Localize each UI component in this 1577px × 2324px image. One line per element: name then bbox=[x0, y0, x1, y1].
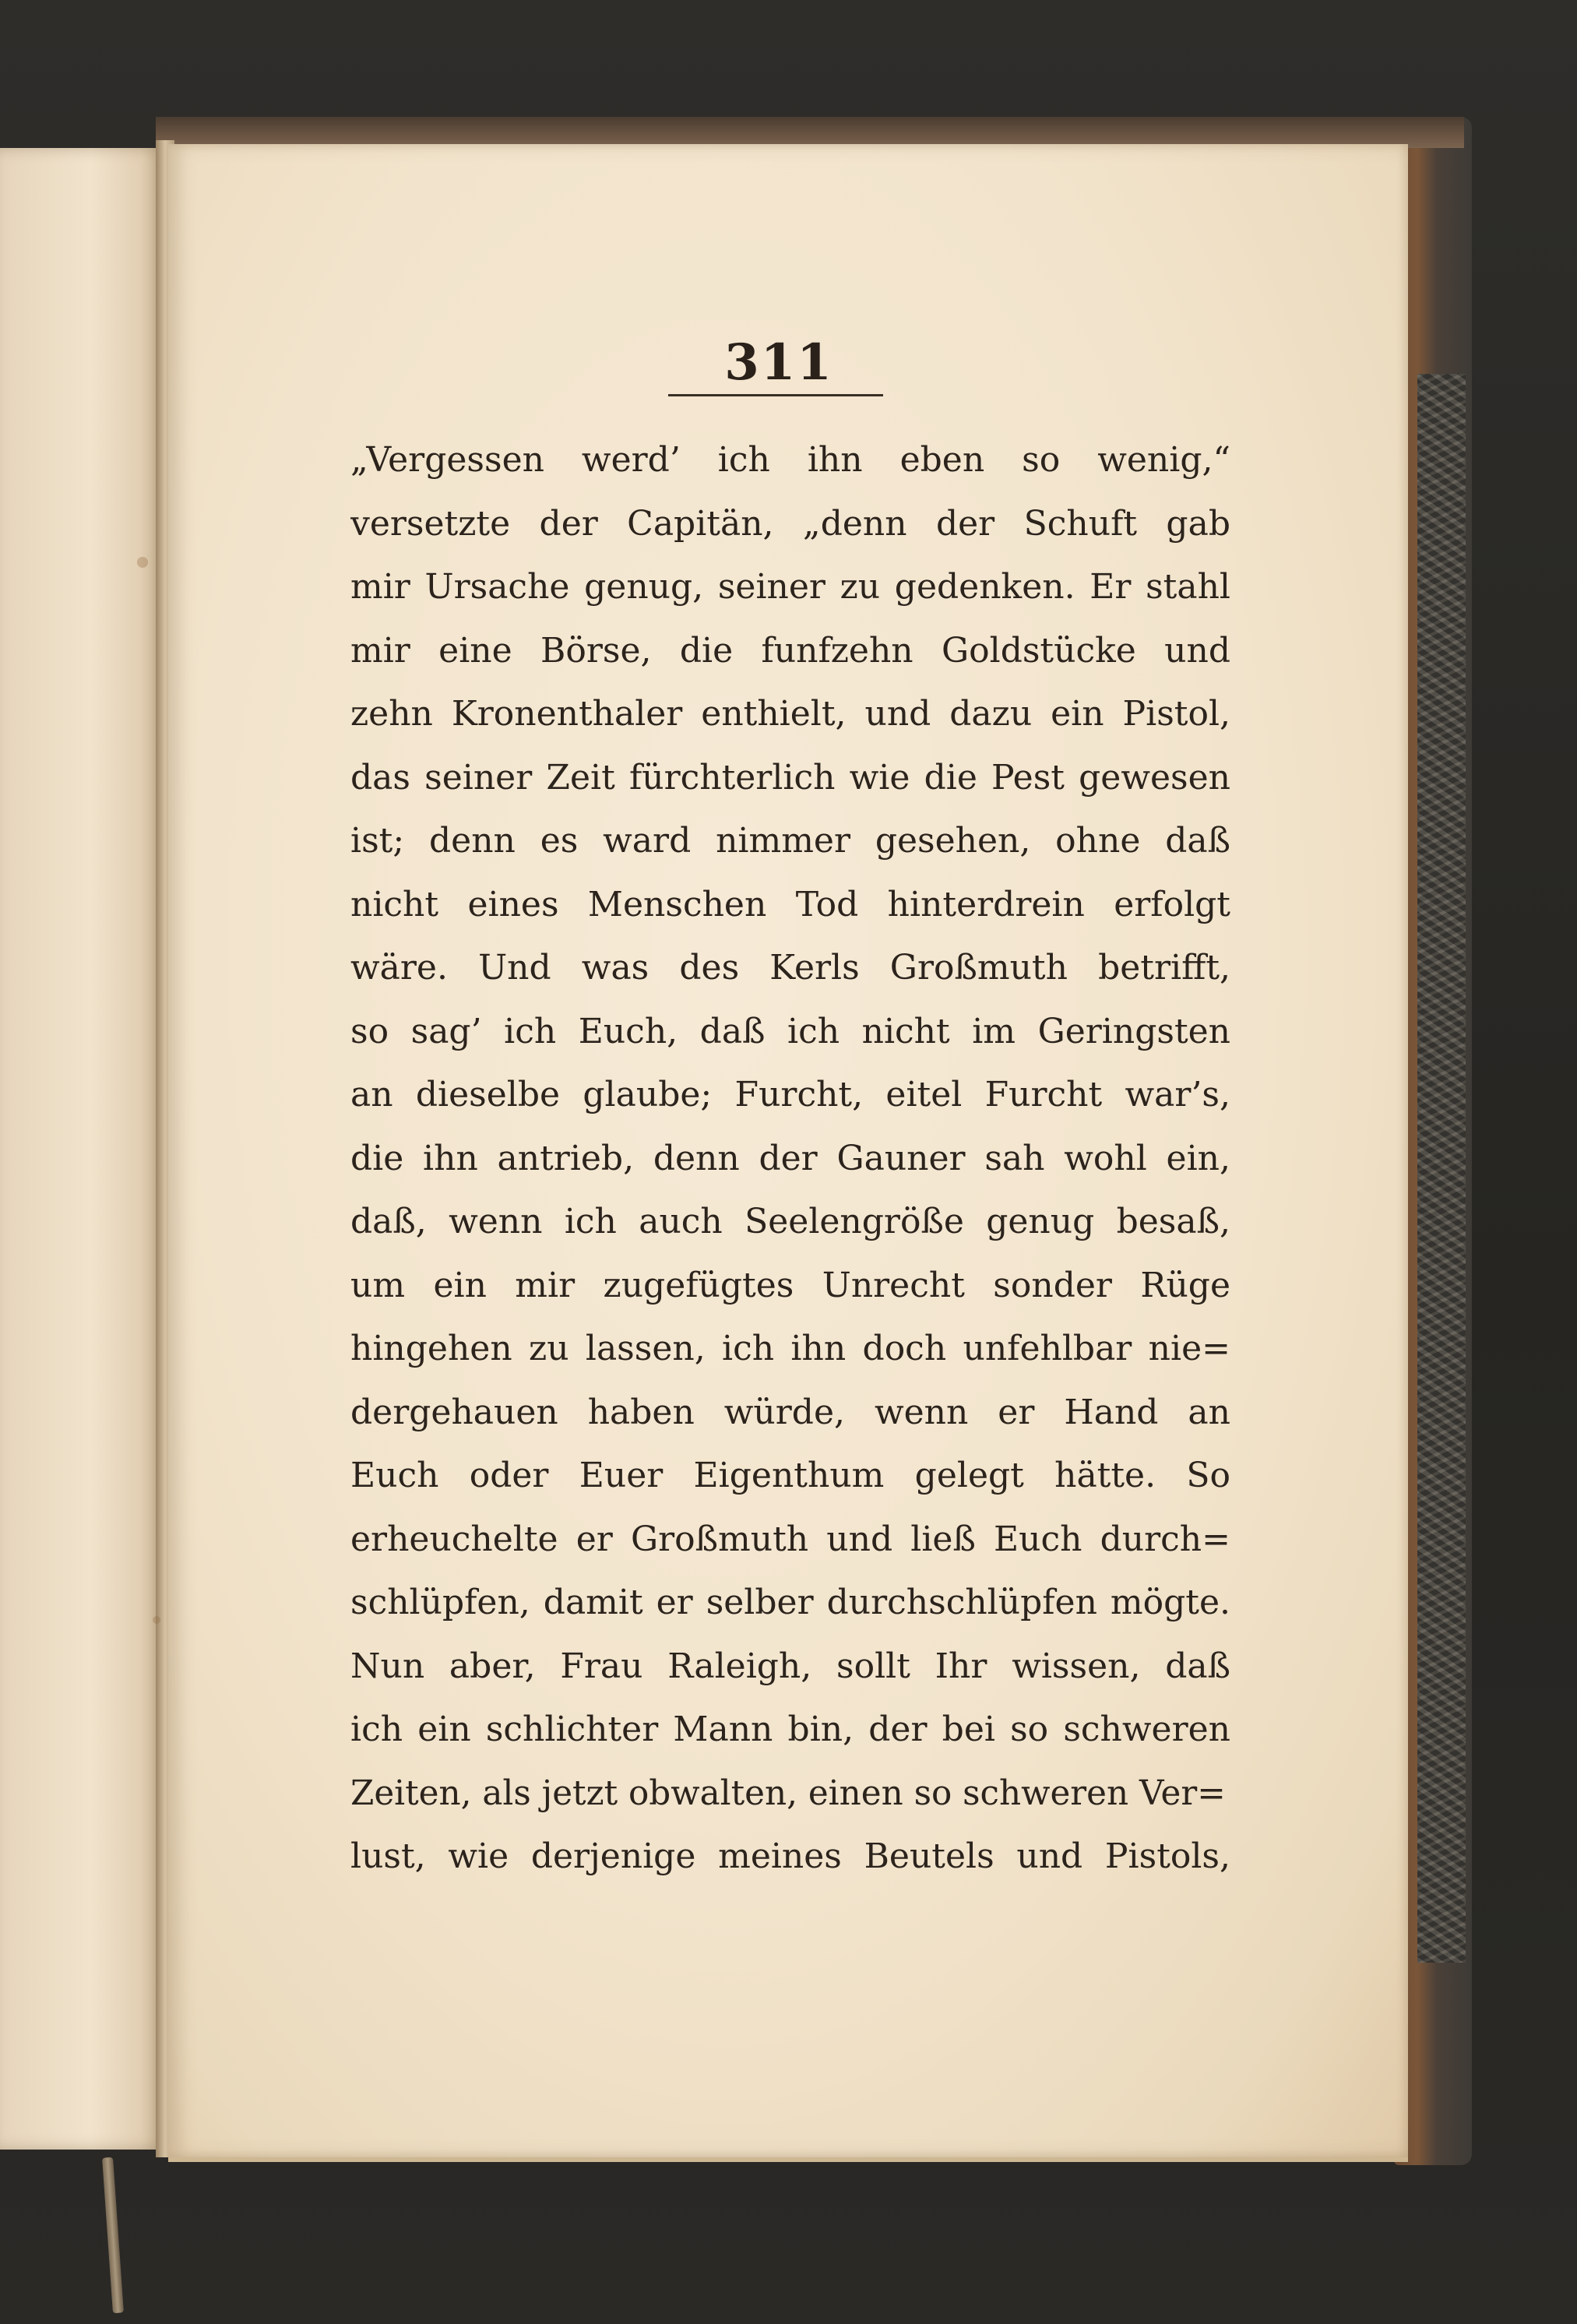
book-cover-top-edge bbox=[156, 117, 1464, 148]
text-line: lust, wie derjenige meines Beutels und Pistols, bbox=[350, 1836, 1230, 1876]
text-line: Zeiten, als jetzt obwalten, einen so schweren Ver= bbox=[350, 1773, 1226, 1813]
text-line: erheuchelte er Großmuth und ließ Euch durch= bbox=[350, 1519, 1230, 1559]
text-line: schlüpfen, damit er selber durchschlüpfen mögte. bbox=[350, 1583, 1230, 1622]
paper-speck bbox=[137, 557, 148, 568]
marbled-cover bbox=[1417, 374, 1466, 1963]
left-page bbox=[0, 148, 165, 2150]
page-number-rule bbox=[668, 394, 883, 396]
text-line: die ihn antrieb, denn der Gauner sah wohl ein, bbox=[350, 1138, 1230, 1178]
text-line: zehn Kronenthaler enthielt, und dazu ein Pistol, bbox=[350, 694, 1230, 734]
text-line: nicht eines Menschen Tod hinterdrein erfolgt bbox=[350, 884, 1230, 924]
text-line: Euch oder Euer Eigenthum gelegt hätte. So bbox=[350, 1456, 1230, 1495]
text-line: daß, wenn ich auch Seelengröße genug besaß, bbox=[350, 1202, 1230, 1241]
text-line: hingehen zu lassen, ich ihn doch unfehlbar nie= bbox=[350, 1329, 1230, 1368]
body-text bbox=[350, 428, 1230, 1889]
paper-speck bbox=[153, 1616, 160, 1624]
text-line: wäre. Und was des Kerls Großmuth betrifft, bbox=[350, 948, 1230, 988]
text-line: ist; denn es ward nimmer gesehen, ohne daß bbox=[350, 821, 1230, 861]
text-line: versetzte der Capitän, „denn der Schuft gab bbox=[350, 503, 1230, 544]
text-line: dergehauen haben würde, wenn er Hand an bbox=[350, 1392, 1230, 1432]
text-line: Nun aber, Frau Raleigh, sollt Ihr wissen, daß bbox=[350, 1646, 1230, 1686]
text-line: um ein mir zugefügtes Unrecht sonder Rüge bbox=[350, 1265, 1230, 1305]
text-line: an dieselbe glaube; Furcht, eitel Furcht war’s, bbox=[350, 1075, 1230, 1114]
text-line: „Vergessen werd’ ich ihn eben so wenig,“ bbox=[350, 440, 1230, 480]
text-line: ich ein schlichter Mann bin, der bei so schweren bbox=[350, 1710, 1230, 1749]
text-line: mir eine Börse, die funfzehn Goldstücke und bbox=[350, 630, 1230, 671]
text-line: das seiner Zeit fürchterlich wie die Pest gewesen bbox=[350, 757, 1230, 798]
text-line: so sag’ ich Euch, daß ich nicht im Geringsten bbox=[350, 1011, 1230, 1051]
text-line: mir Ursache genug, seiner zu gedenken. Er stahl bbox=[350, 567, 1230, 607]
page-number: 311 bbox=[724, 333, 833, 392]
